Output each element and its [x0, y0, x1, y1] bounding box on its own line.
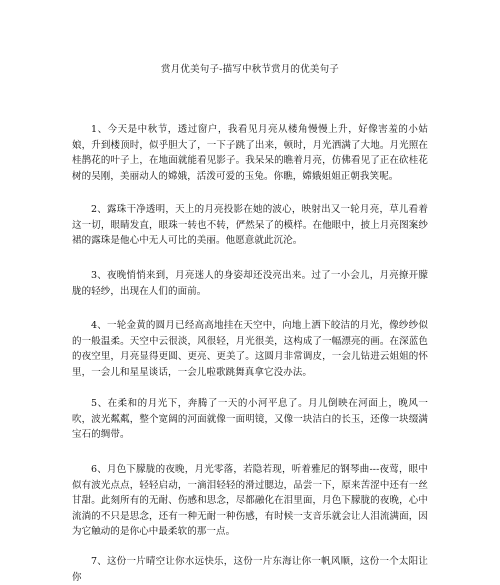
paragraph-6: 6、月色下朦胧的夜晚，月光零落，若隐若现，听着雅尼的钢琴曲---夜莺，眼中似有波光点点，轻轻启动，一滴泪轻轻的滑过腮边，品尝一下，原来苦涩中还有一丝甘甜。此刻所有的无耐、伤感和思念，尽都融化在泪里面，月色下朦胧的夜晚，心中流淌的不只是思念，还有一种无耐一种伤感，有时候一支音乐就会让人泪流满面，因为它触动的是你心中最柔软的那一点。	[72, 464, 428, 538]
paragraph-2: 2、露珠干净透明，天上的月亮投影在她的波心，映射出又一轮月亮，草儿看着这一切，眼睛发直，眼珠一转也不转，俨然呆了的模样。在他眼中，披上月亮图案纱裙的露珠是他心中无人可比的美丽。他愿意就此沉沦。	[72, 204, 428, 247]
paragraph-7: 7、这份一片晴空让你水远快乐，这份一片东海让你一帆风顺，这份一个太阳让你	[72, 556, 428, 583]
paragraph-3: 3、夜晚悄悄来到，月亮迷人的身姿却还没亮出来。过了一小会儿，月亮撩开朦胧的轻纱，出现在人们的面前。	[72, 270, 428, 297]
paragraph-1: 1、今天是中秋节，透过窗户，我看见月亮从楼角慢慢上升，好像害羞的小姑娘，升到楼顶时，似乎胆大了，一下子跳了出来，顿时，月光洒满了大地。月光照在桂鹊花的叶子上，在地面就能看见影子。我呆呆的瞧着月亮，仿佛看见了正在砍桂花树的吴刚，美丽动人的嫦娥，活泼可爱的玉兔。你瞧，嫦娥姐姐正朝我笑呢。	[72, 124, 428, 182]
document-title: 赏月优美句子-描写中秋节赏月的优美句子	[160, 64, 339, 75]
paragraph-4: 4、一轮金黄的圆月已经高高地挂在天空中，向地上洒下皎洁的月光，像纱纱似的一般温柔。天空中云很淡，风很轻，月光很美，这构成了一幅漂亮的画。在深蓝色的夜空里，月亮显得更圆、更亮、更美了。这圆月非常调皮，一会儿钻进云姐姐的怀里，一会儿和星星谈话，一会儿啦歌跳舞真拿它没办法。	[72, 320, 428, 378]
paragraph-5: 5、在柔和的月光下，奔腾了一天的小河平息了。月儿倒映在河面上，晚风一吹，波光粼粼，整个宽阔的河面就像一面明镜，又像一块洁白的长玉，还像一块缀满宝石的绸带。	[72, 398, 428, 441]
